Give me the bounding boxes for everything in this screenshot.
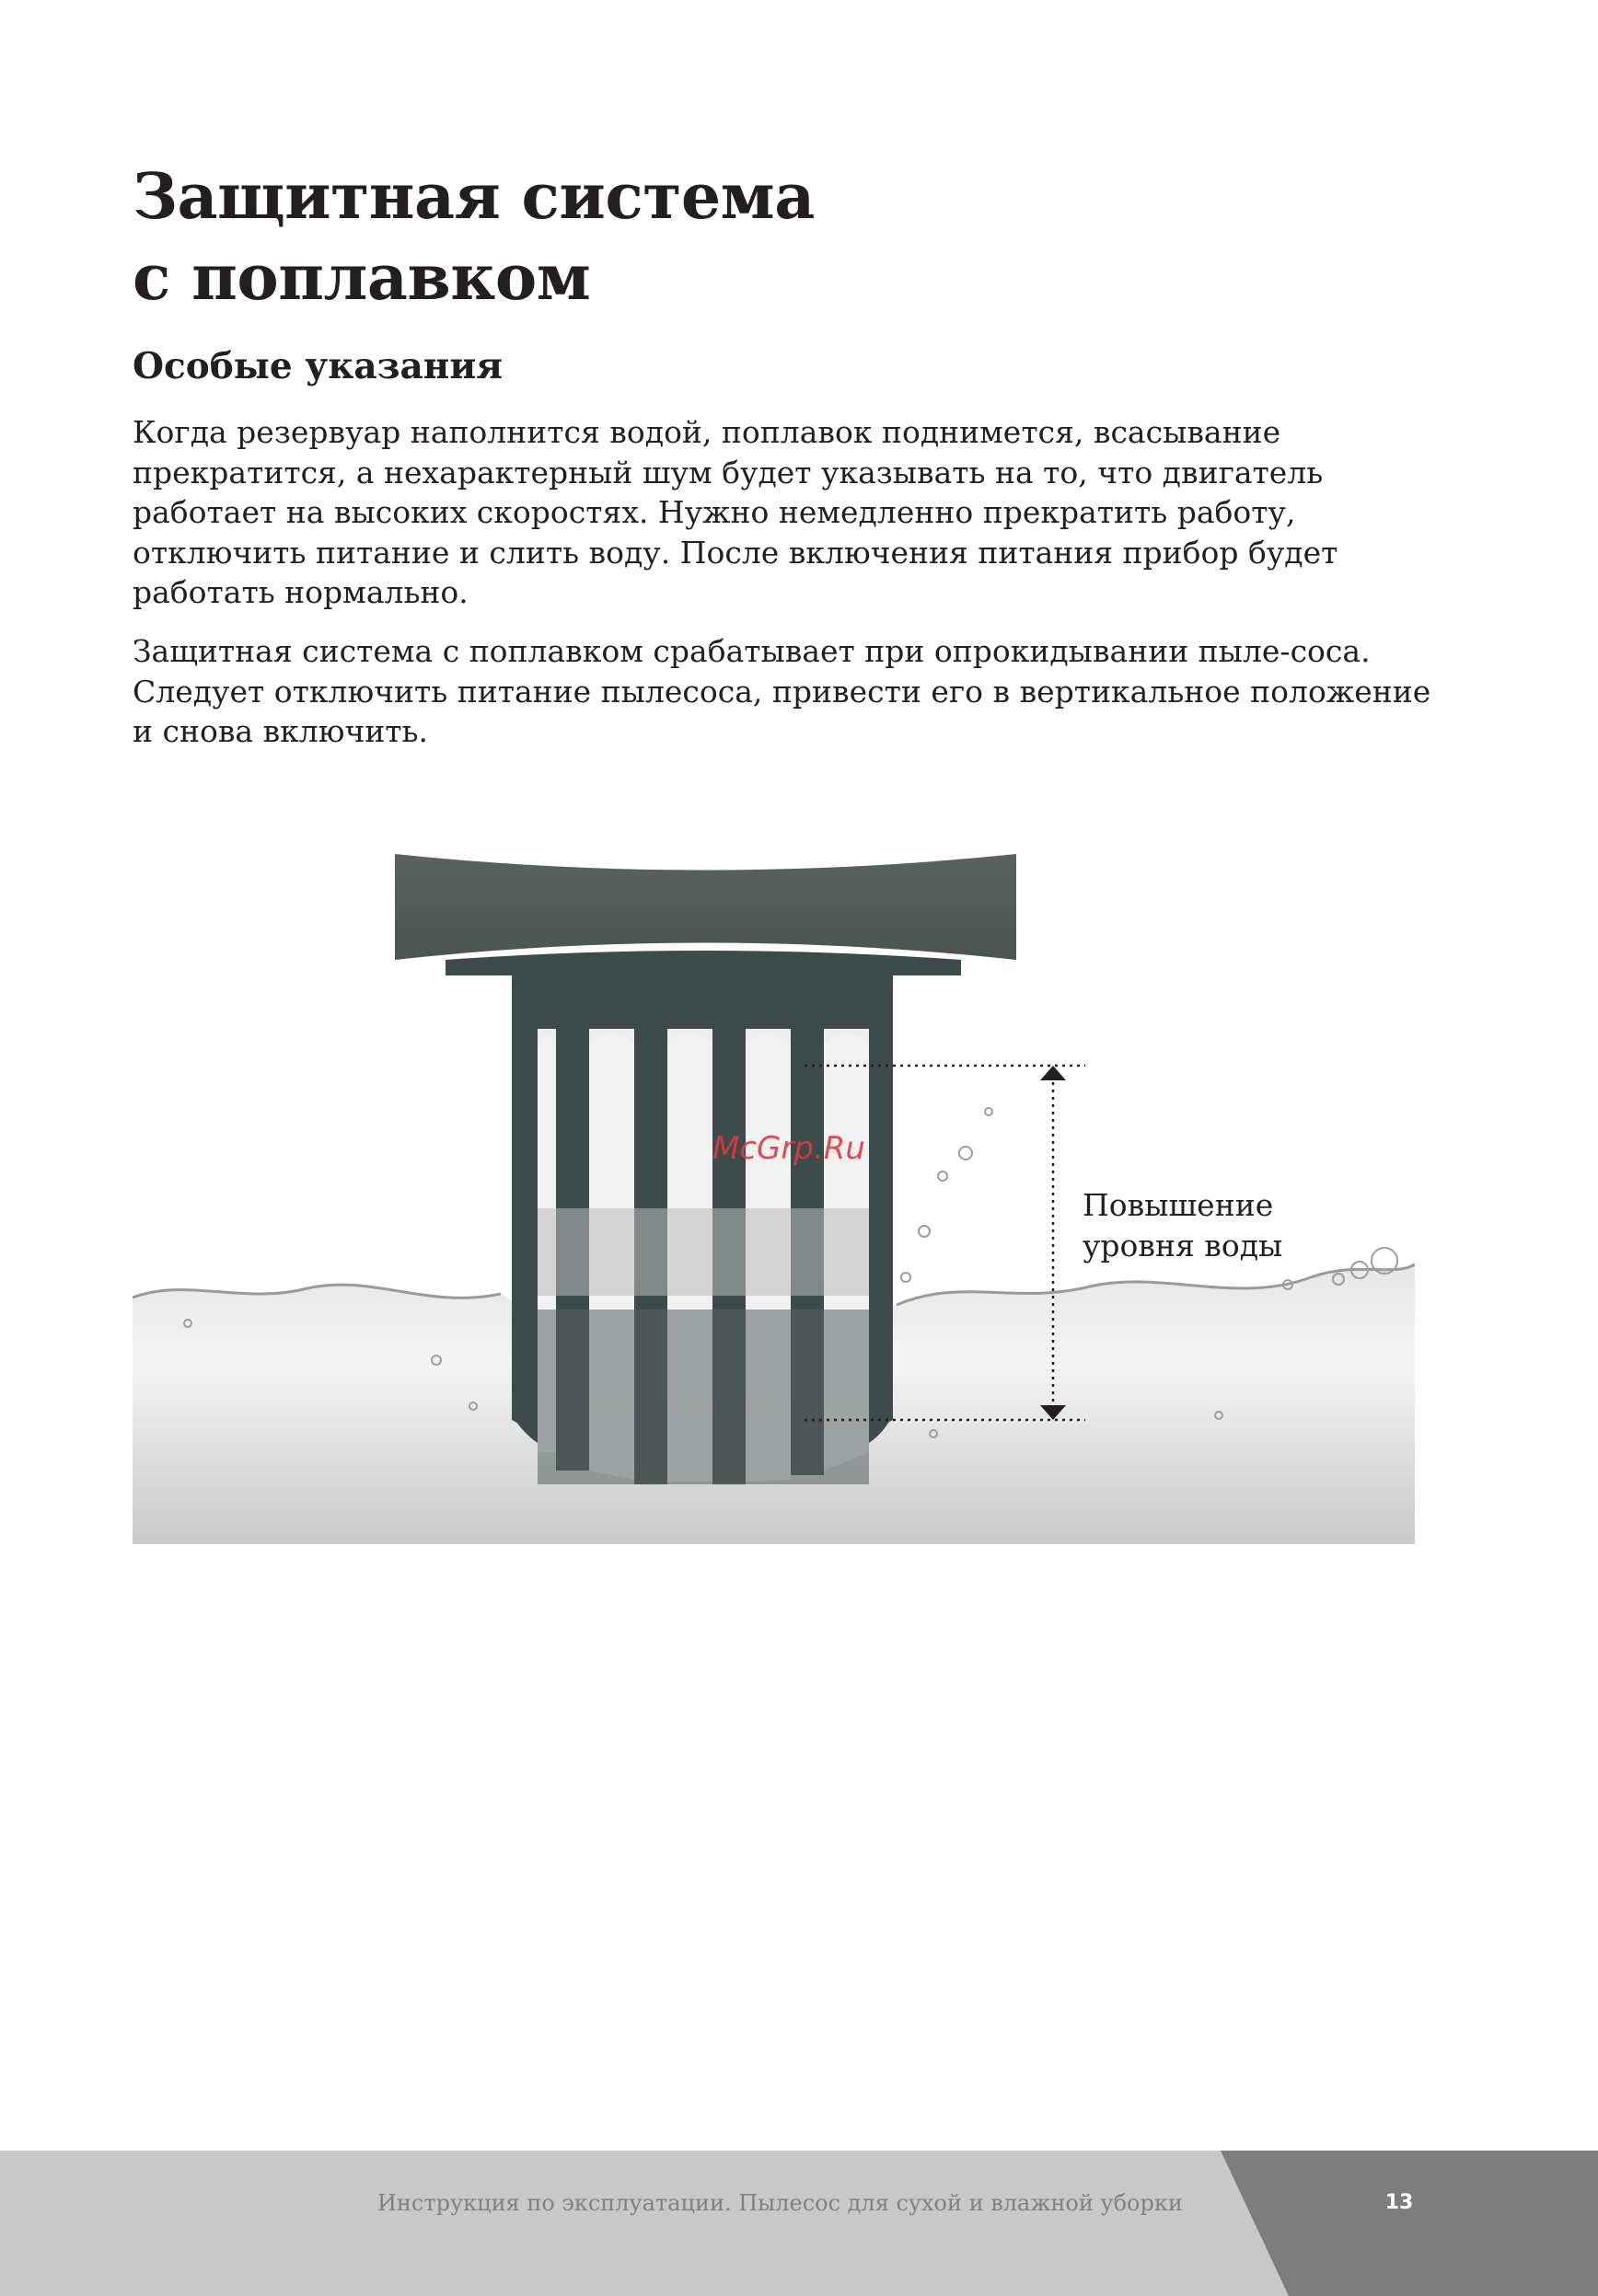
- float-illustration: [133, 845, 1415, 1544]
- page-number: 13: [1384, 2191, 1414, 2214]
- level-label-line-2: уровня воды: [1083, 1228, 1283, 1263]
- paragraph-2: Защитная система с поплавком срабатывает при опрокидывании пыле-соса. Следует отключить питание пылесоса, привести его в вертикальное положение и снова включить.: [133, 633, 1431, 749]
- footer-text: Инструкция по эксплуатации. Пылесос для сухой и влажной уборки: [377, 2190, 1183, 2216]
- page-title: [133, 156, 1329, 318]
- watermark: McGrp.Ru: [712, 1130, 865, 1167]
- paragraph-1: Когда резервуар наполнится водой, поплавок поднимется, всасывание прекратится, а нехарактерный шум будет указывать на то, что двигатель работает на высоких скоростях. Нужно немедленно прекратить работу, отключить питание и слить воду. После включения питания прибор будет работать нормально.: [133, 414, 1338, 610]
- arrow-up-icon: [1040, 1066, 1066, 1080]
- title-line-2: с поплавком: [133, 241, 591, 315]
- level-label-line-1: Повышение: [1083, 1187, 1274, 1223]
- float-cap: [395, 854, 1016, 960]
- title-line-1: Защитная система: [133, 160, 815, 234]
- level-label: [1083, 1185, 1282, 1266]
- page-footer: [0, 2151, 1598, 2296]
- section-heading: Особые указания: [133, 345, 504, 387]
